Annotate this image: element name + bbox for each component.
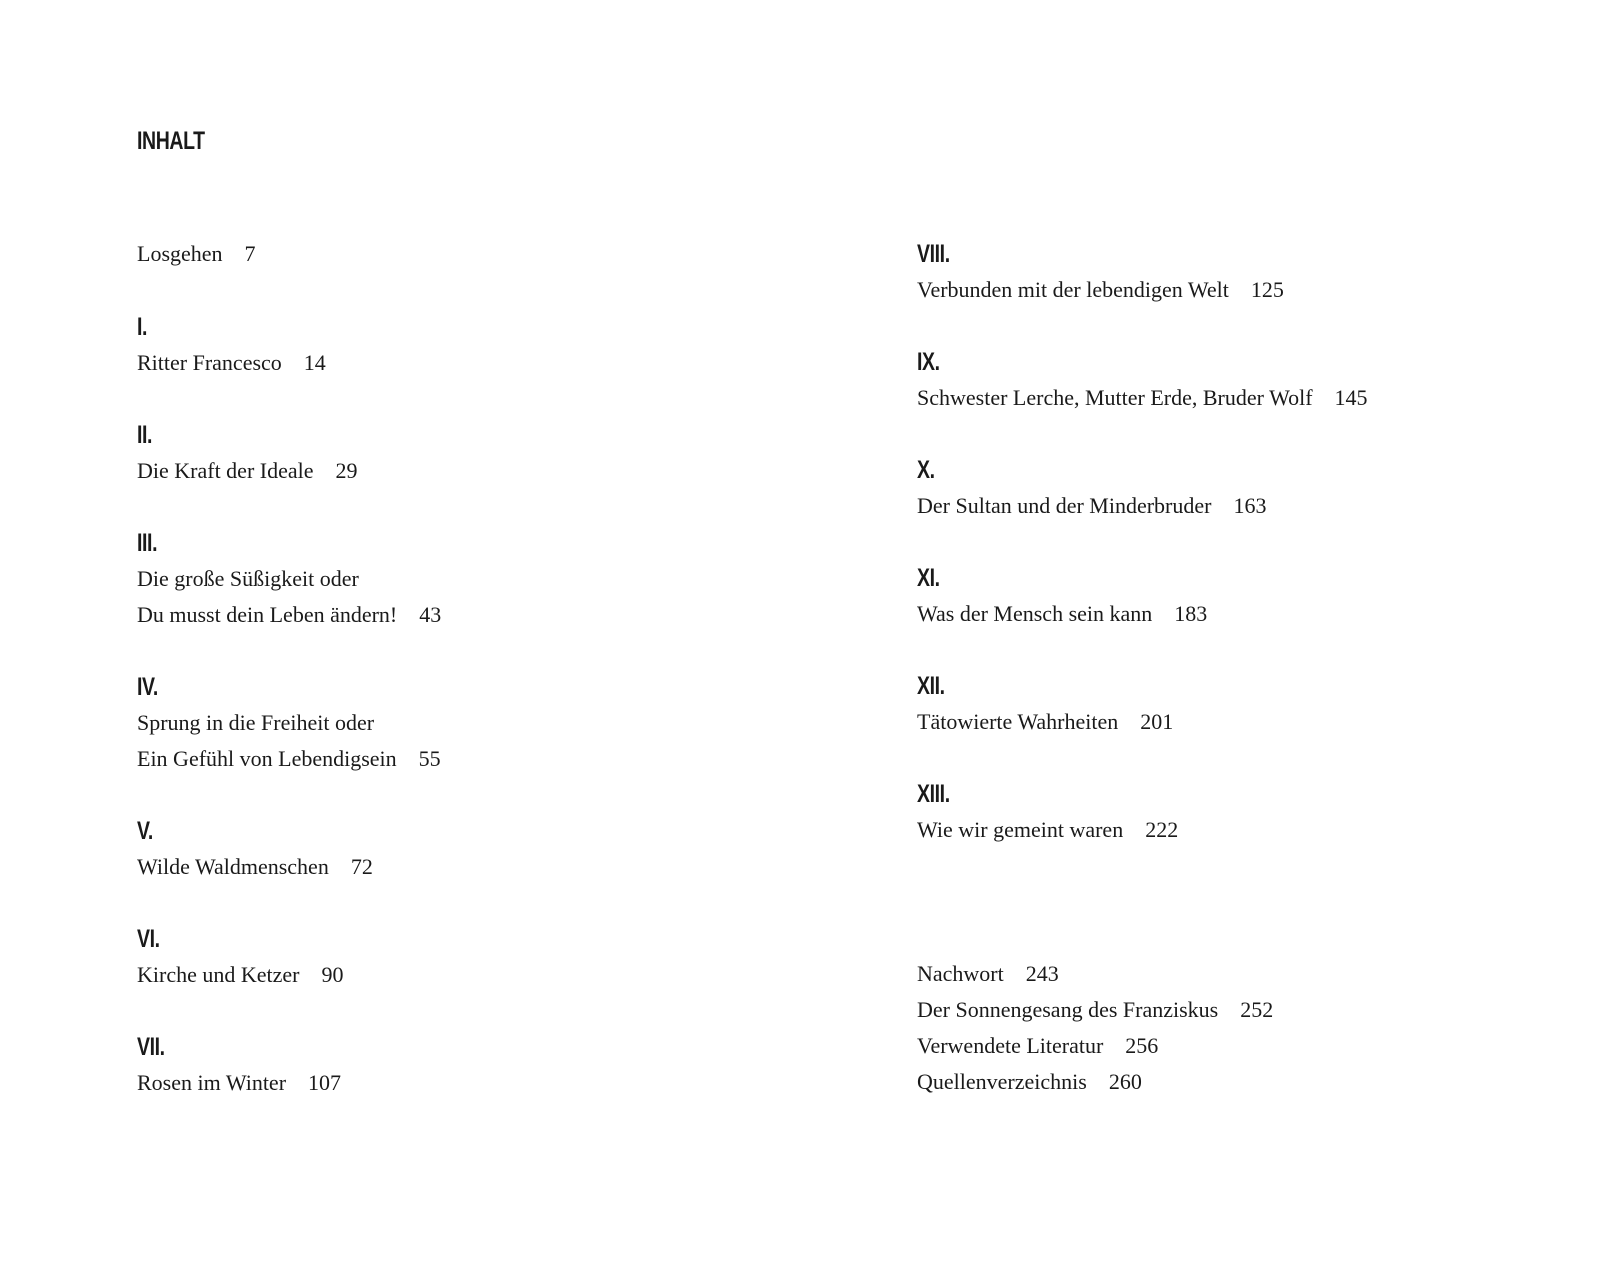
toc-line: [137, 236, 256, 272]
toc-page-number: 43: [419, 602, 442, 627]
toc-entry-title: Quellenverzeichnis: [917, 1069, 1087, 1094]
toc-entry-chapter-7: [137, 1029, 341, 1101]
toc-entry-title: Du musst dein Leben ändern!: [137, 602, 398, 627]
toc-entry-chapter-1: [137, 309, 326, 381]
toc-entry-prologue: [137, 236, 256, 272]
chapter-numeral: XIII.: [917, 780, 950, 808]
toc-entry-chapter-8: [917, 236, 1284, 308]
toc-entry-title: Verwendete Literatur: [917, 1033, 1104, 1058]
toc-entry-title: Der Sonnengesang des Franziskus: [917, 997, 1219, 1022]
chapter-numeral: I.: [137, 313, 148, 341]
toc-page-number: 256: [1125, 1033, 1159, 1058]
toc-entry-chapter-12: [917, 668, 1173, 740]
chapter-numeral: XI.: [917, 564, 940, 592]
toc-line: [917, 596, 1207, 632]
toc-entry-chapter-13: [917, 776, 1178, 848]
toc-line: Sprung in die Freiheit oder: [137, 710, 375, 735]
chapter-numeral: VI.: [137, 925, 160, 953]
toc-page-number: 72: [350, 854, 373, 879]
toc-page-number: 260: [1108, 1069, 1142, 1094]
toc-page-number: 163: [1233, 493, 1267, 518]
toc-page-number: 14: [303, 350, 326, 375]
toc-line: [917, 956, 1273, 992]
toc-entry-title: Ein Gefühl von Lebendigsein: [137, 746, 397, 771]
toc-page-number: 55: [418, 746, 441, 771]
toc-line: Die große Süßigkeit oder: [137, 566, 359, 591]
toc-entry-chapter-9: [917, 344, 1368, 416]
toc-line: [137, 849, 373, 885]
toc-entry-title: Verbunden mit der lebendigen Welt: [917, 277, 1229, 302]
toc-entry-chapter-5: [137, 813, 373, 885]
toc-entry-title: Nachwort: [917, 961, 1004, 986]
toc-entry-chapter-4: [137, 669, 441, 777]
toc-line: [917, 272, 1284, 308]
chapter-numeral: V.: [137, 817, 153, 845]
toc-page-number: 222: [1145, 817, 1179, 842]
toc-line: [137, 597, 441, 633]
chapter-numeral: X.: [917, 456, 935, 484]
toc-page-number: 252: [1240, 997, 1274, 1022]
toc-line: [917, 992, 1273, 1028]
chapter-numeral: IX.: [917, 348, 940, 376]
toc-entry-title: Rosen im Winter: [137, 1070, 287, 1095]
chapter-numeral: II.: [137, 421, 153, 449]
toc-line: [137, 345, 326, 381]
toc-entry-title: Der Sultan und der Minderbruder: [917, 493, 1212, 518]
toc-page-number: 107: [308, 1070, 342, 1095]
chapter-numeral: XII.: [917, 672, 945, 700]
toc-line: [917, 1064, 1273, 1100]
toc-page-number: 183: [1174, 601, 1208, 626]
toc-entry-chapter-10: [917, 452, 1266, 524]
toc-page-number: 201: [1140, 709, 1174, 734]
toc-entry-title: Die Kraft der Ideale: [137, 458, 314, 483]
toc-entry-chapter-6: [137, 921, 343, 993]
toc-line: [137, 453, 358, 489]
toc-line: [137, 957, 343, 993]
toc-line: [917, 488, 1266, 524]
toc-entry-chapter-2: [137, 417, 358, 489]
page-title: INHALT: [137, 127, 205, 155]
toc-page-number: 145: [1334, 385, 1368, 410]
toc-entry-title: Wie wir gemeint waren: [917, 817, 1124, 842]
toc-line: [137, 741, 441, 777]
chapter-numeral: IV.: [137, 673, 158, 701]
toc-page-number: 29: [335, 458, 358, 483]
toc-page-number: 90: [321, 962, 344, 987]
toc-appendix: [917, 956, 1273, 1100]
toc-entry-title: Schwester Lerche, Mutter Erde, Bruder Wolf: [917, 385, 1313, 410]
toc-line: [917, 1028, 1273, 1064]
chapter-numeral: III.: [137, 529, 158, 557]
toc-entry-title: Kirche und Ketzer: [137, 962, 300, 987]
toc-entry-chapter-3: [137, 525, 441, 633]
chapter-numeral: VIII.: [917, 240, 950, 268]
toc-page-number: 7: [244, 241, 256, 266]
toc-line: [137, 1065, 341, 1101]
toc-page-number: 243: [1025, 961, 1059, 986]
toc-entry-title: Losgehen: [137, 241, 223, 266]
toc-entry-chapter-11: [917, 560, 1207, 632]
toc-entry-title: Wilde Waldmenschen: [137, 854, 329, 879]
toc-entry-title: Ritter Francesco: [137, 350, 282, 375]
chapter-numeral: VII.: [137, 1033, 165, 1061]
toc-line: [917, 812, 1178, 848]
toc-entry-title: Tätowierte Wahrheiten: [917, 709, 1119, 734]
toc-entry-title: Was der Mensch sein kann: [917, 601, 1153, 626]
toc-page-number: 125: [1250, 277, 1284, 302]
toc-line: [917, 380, 1368, 416]
toc-line: [917, 704, 1173, 740]
